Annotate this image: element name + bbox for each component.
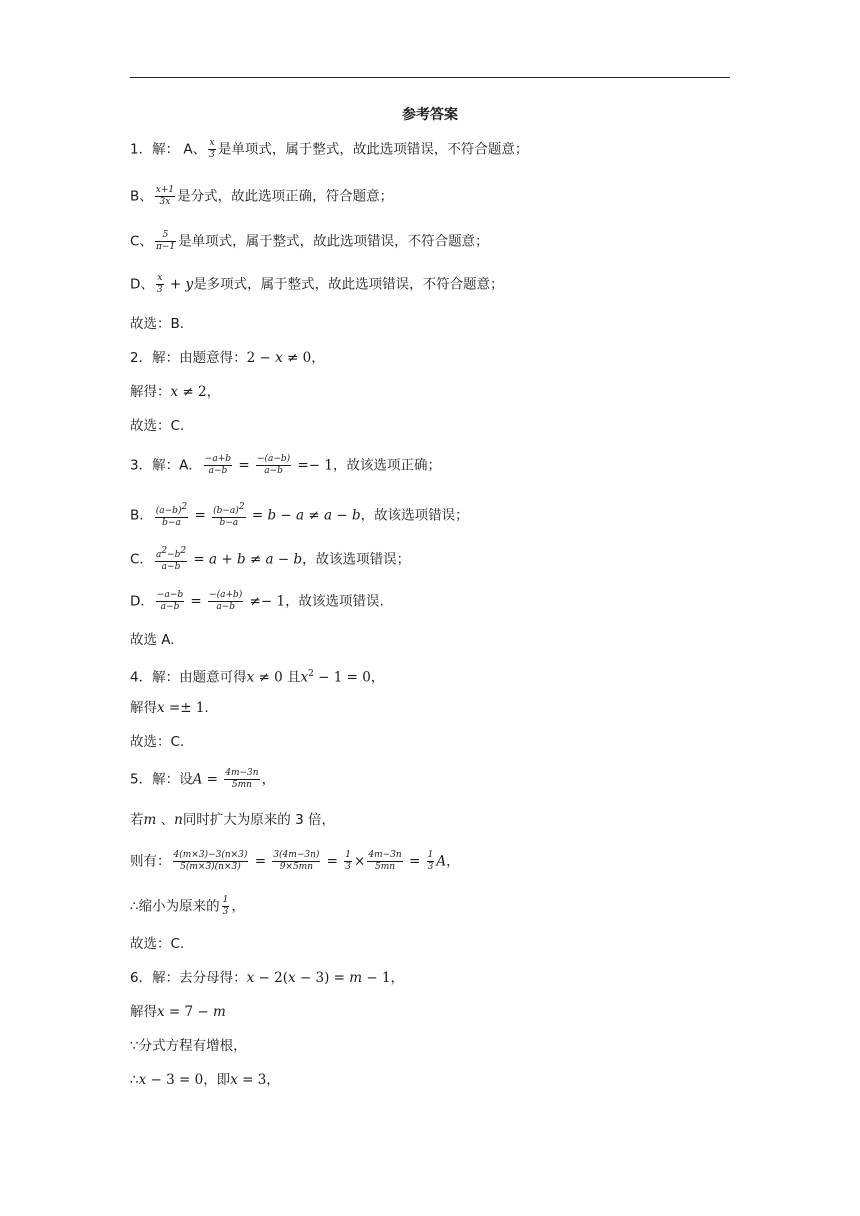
answer-line-q1d: D、 $\frac{x}{3}$ + y是多项式，属于整式，故此选项错误，不符合题意； [130, 273, 504, 295]
answer-line-q1ans: 故选：B. [130, 316, 185, 332]
answer-line-q6c: ∵分式方程有增根， [130, 1038, 247, 1054]
answer-line-q6: 6．解：去分母得：x − 2(x − 3) = m − 1， [130, 970, 405, 986]
answer-line-q2b: 解得：x ≠ 2， [130, 384, 221, 400]
answer-line-q5: 5．解：设A = $\frac{4m-3n}{5mn}$ ， [130, 768, 276, 790]
answer-line-q3b: B． $\frac{(a-b)^2}{b-a}$ = $\frac{(b-a)^2}{b-a}$ = b − a ≠ a − b，故该选项错误； [130, 502, 469, 528]
answer-line-q3d: D． $\frac{-a-b}{a-b}$ = $\frac{-(a+b)}{a-b}$ ≠− 1，故该选项错误. [130, 590, 384, 612]
answer-line-q4ans: 故选：C. [130, 734, 185, 750]
answer-line-q6b: 解得x = 7 − m [130, 1004, 226, 1020]
answer-line-q6d: ∴x − 3 = 0，即x = 3， [130, 1072, 280, 1088]
answer-line-q1: 1．解： A、 $\frac{x}{3}$ 是单项式，属于整式，故此选项错误，不符合题意； [130, 138, 529, 160]
answer-line-q3c: C． $\frac{a^2-b^2}{a-b}$ = a + b ≠ a − b，故该选项错误； [130, 546, 411, 572]
page-title: 参考答案 [402, 107, 458, 123]
answer-line-q5c: 则有： $\frac{4(m\times 3)-3(n\times 3)}{5(m\times 3)(n\times 3)}$ = $\frac{3(4m-3n)}{9\times 5mn}$ = $\frac{1}{3}$ × $\frac{4m-3n}{5mn}$ = $\frac{1}{3}$ A， [130, 850, 460, 872]
answer-line-q5b: 若m 、n同时扩大为原来的 3 倍， [130, 812, 335, 828]
answer-line-q2: 2．解：由题意得：2 − x ≠ 0， [130, 350, 325, 366]
answer-line-q5d: ∴缩小为原来的 $\frac{1}{3}$ ， [130, 895, 245, 917]
answer-line-q2ans: 故选：C. [130, 418, 185, 434]
answer-line-q5ans: 故选：C. [130, 936, 185, 952]
answer-line-q4b: 解得x =± 1. [130, 700, 209, 716]
answer-line-q1b: B、 $\frac{x+1}{3x}$ 是分式，故此选项正确，符合题意； [130, 185, 394, 207]
answer-line-q3ans: 故选 A. [130, 632, 175, 648]
answer-line-q4: 4．解：由题意可得x ≠ 0 且$x^2 - 1 = 0$， [130, 669, 385, 686]
answer-line-q1c: C、 $\frac{5}{\pi-1}$ 是单项式，属于整式，故此选项错误，不符合题意； [130, 230, 489, 252]
answer-line-q3: 3．解：A． $\frac{-a+b}{a-b}$ = $\frac{-(a-b)}{a-b}$ =− 1，故该选项正确； [130, 454, 441, 476]
header-rule [130, 77, 730, 78]
